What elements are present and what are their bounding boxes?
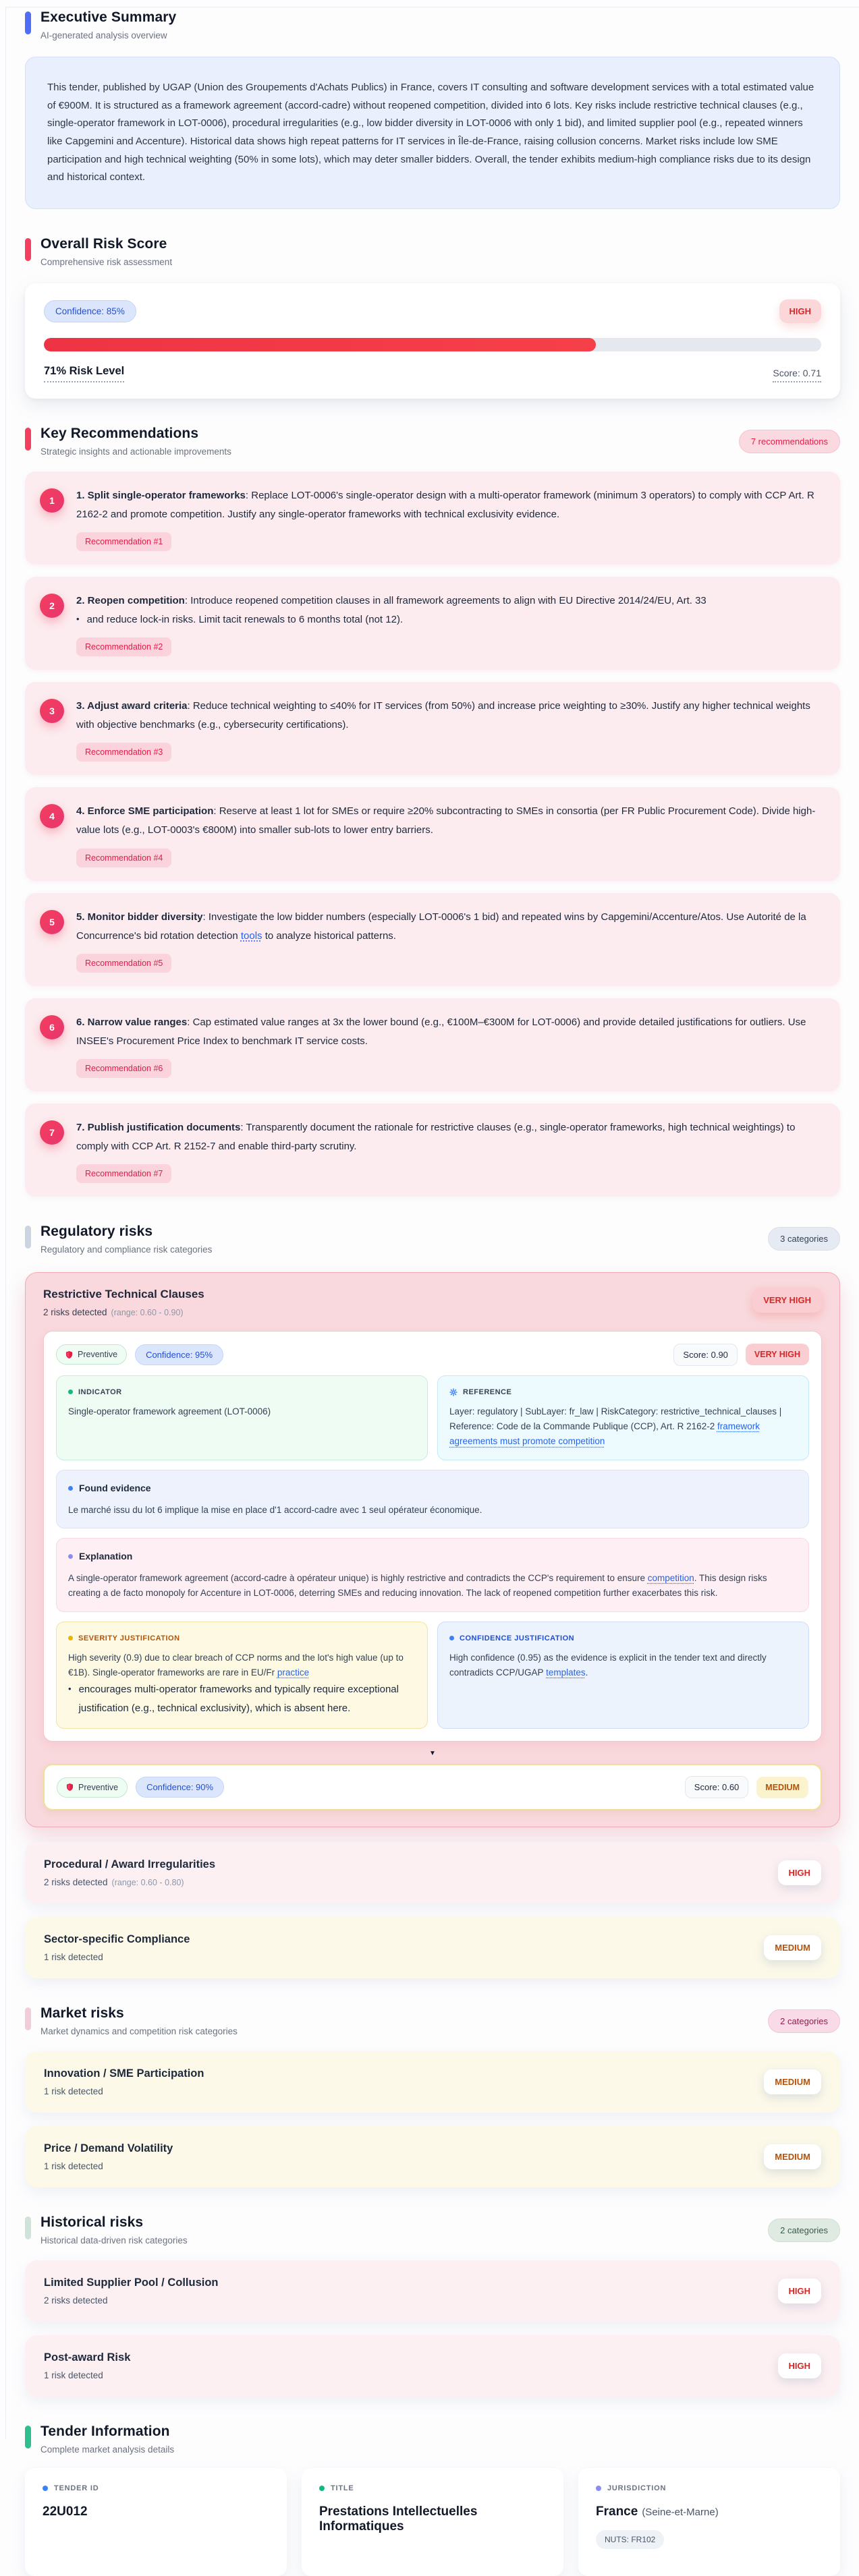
risks-detected-label: 1 risk detected [44,2370,103,2381]
risks-detected-label: 2 risks detected [44,2295,108,2306]
section-title: Regulatory risks [40,1223,153,1239]
explanation-text: A single-operator framework agreement (accord-cadre à opérateur unique) is highly restrictive and contradicts the CCP's requirement to ensure competition. This design risks creating a de facto monopoly for Accenture in LOT-0006, deterring SMEs and reducing innovation. The lack of reopened competition further exacerbates this risk. [68,1573,767,1599]
risk-level-badge: HIGH [778,2353,822,2378]
section-title: Historical risks [40,2214,144,2231]
section-accent-bar [25,238,31,261]
preventive-pill: Preventive [56,1344,127,1365]
evidence-dot-icon [68,1486,73,1491]
risk-category-title: Restrictive Technical Clauses [43,1287,204,1300]
section-subtitle: Complete market analysis details [40,2444,175,2455]
risk-category-title: Price / Demand Volatility [44,2142,173,2155]
recommendation-card [25,787,840,880]
risk-category-card[interactable] [25,1917,840,1978]
risk-category-card[interactable] [25,2260,840,2322]
section-subtitle: Historical data-driven risk categories [40,2235,188,2246]
recommendation-number-badge: 4 [40,804,64,828]
recommendations-header [25,426,840,457]
historical-count-badge: 2 categories [768,2219,840,2242]
collapse-caret-icon[interactable]: ▼ [429,1750,436,1758]
recommendation-index-pill: Recommendation #7 [76,1164,171,1183]
risk-level-badge: HIGH [778,1860,822,1885]
regulatory-risks-section [25,1224,840,1979]
risk-level-badge: MEDIUM [764,2144,821,2169]
risk-range-label: (range: 0.60 - 0.80) [111,1878,184,1888]
section-title: Tender Information [40,2424,170,2440]
section-subtitle: Strategic insights and actionable improvements [40,447,231,457]
explanation-box: Explanation A single-operator framework agreement (accord-cadre à opérateur unique) is highly restrictive and contradicts the CCP's requirement to ensure competition. This design risks creating a de facto monopoly for Accenture in LOT-0006, deterring SMEs and reducing innovation. The lack of reopened competition further exacerbates this risk. [56,1538,809,1612]
historical-category-list [25,2260,840,2397]
tender-info-card [25,2468,287,2576]
recommendation-card [25,998,840,1091]
field-dot-icon [596,2486,601,2491]
recommendation-text: 2. Reopen competition: Introduce reopened competition clauses in all framework agreements to align with EU Directive 2014/24/EU, Art. 33 [76,595,706,607]
risks-detected-label: 2 risks detected [43,1307,107,1317]
recommendation-card [25,1104,840,1197]
severity-bullet: • encourages multi-operator frameworks and typically require exceptional justification (e.g., technical exclusivity), which is absent here. [68,1680,416,1718]
risk-category-title: Limited Supplier Pool / Collusion [44,2277,219,2289]
overall-risk-section [25,236,840,399]
indicator-dot-icon [68,1390,73,1394]
overall-risk-card [25,283,840,399]
executive-summary-text: This tender, published by UGAP (Union des Groupements d'Achats Publics) in France, covers IT consulting and software development services with a total estimated value of €900M. It is structured as a framework agreement (accord-cadre) without reopened competition, divided into 6 lots. Key risks include restrictive technical clauses (e.g., single-operator framework in LOT-0006), procedural irregularities (e.g., low bidder diversity in LOT-0006 with only 1 bid), and limited supplier pool (e.g., repeated winners like Capgemini and Accenture). Historical data shows high repeat patterns for IT services in Île-de-France, raising collusion concerns. Market risks include low SME participation and high technical weighting (50% in some lots), which may deter smaller bidders. Overall, the tender exhibits medium-high compliance risks due to its design and historical context. [25,57,840,209]
recommendations-list [25,471,840,1197]
risks-detected-label: 1 risk detected [44,2161,103,2172]
recommendation-text: 7. Publish justification documents: Transparently document the rationale for restrictive clauses (e.g., single-operator frameworks, high technical weightings) to comply with CCP Art. R 2152-7 and enable third-party scrutiny. [76,1121,796,1152]
field-value-suffix: (Seine-et-Marne) [642,2507,719,2519]
section-subtitle: AI-generated analysis overview [40,30,167,40]
field-label: TENDER ID [54,2484,99,2493]
risks-detected-label: 1 risk detected [44,2086,103,2097]
regulatory-count-badge: 3 categories [768,1227,840,1251]
risk-progress-fill [44,338,596,351]
inline-link[interactable]: practice [277,1667,310,1678]
restrictive-clauses-card[interactable] [25,1272,840,1828]
regulatory-risks-header [25,1224,840,1255]
risk-category-title: Procedural / Award Irregularities [44,1858,216,1871]
risks-detected-label: 1 risk detected [44,1952,103,1963]
tender-info-card [578,2468,840,2576]
recommendation-card [25,893,840,986]
found-evidence-box: Found evidence Le marché issu du lot 6 implique la mise en place d'1 accord-cadre avec 1 seul opérateur économique. [56,1470,809,1528]
confidence-pill: Confidence: 90% [136,1777,224,1798]
field-dot-icon [319,2486,325,2491]
recommendation-text: 5. Monitor bidder diversity: Investigate the low bidder numbers (especially LOT-0006's 1 bid) and repeated wins by Capgemini/Accenture/Atos. Use Autorité de la Concurrence's bid rotation detection tools to analyze historical patterns. [76,911,806,942]
field-value: France [596,2505,638,2519]
risk-category-title: Post-award Risk [44,2351,131,2364]
field-value: Prestations Intellectuelles Informatiques [319,2505,478,2534]
inline-link[interactable]: framework agreements must promote competition [449,1421,760,1447]
risk-level-badge: VERY HIGH [746,1344,809,1365]
recommendations-section [25,426,840,1197]
bullet-icon: • [68,1684,72,1694]
section-accent-bar [25,2426,31,2449]
risk-progress-track [44,338,821,351]
evidence-text: Le marché issu du lot 6 implique la mise en place d'1 accord-cadre avec 1 seul opérateur économique. [68,1504,482,1515]
confidence-dot-icon [449,1636,454,1640]
risks-detected-label: 2 risks detected [44,1877,108,1888]
risk-category-card[interactable] [25,2126,840,2187]
reference-box: REFERENCE Layer: regulatory | SubLayer: fr_law | RiskCategory: restrictive_technical_clauses | Reference: Code de la Commande Publique (CCP), Art. R 2162-2 framework agreements must promote competition [437,1375,809,1460]
section-title: Market risks [40,2005,124,2022]
score-pill: Score: 0.60 [685,1776,749,1798]
recommendation-index-pill: Recommendation #1 [76,532,171,551]
severity-text: High severity (0.9) due to clear breach of CCP norms and the lot's high value (up to €1B). Single-operator frameworks are rare in EU/Fr practice [68,1652,404,1678]
risk-level-badge: MEDIUM [764,1935,821,1960]
indicator-text: Single-operator framework agreement (LOT-0006) [68,1406,271,1416]
confidence-pill: Confidence: 85% [44,300,136,322]
market-risks-header [25,2005,840,2036]
section-subtitle: Comprehensive risk assessment [40,257,173,268]
section-accent-bar [25,11,31,34]
recommendation-text: 6. Narrow value ranges: Cap estimated value ranges at 3x the lower bound (e.g., €100M–€300M for LOT-0006) and provide detailed justifications for outliers. Use INSEE's Procurement Price Index to benchmark IT service costs. [76,1016,806,1047]
risk-level-badge: MEDIUM [756,1777,808,1798]
section-accent-bar [25,2007,31,2030]
section-subtitle: Market dynamics and competition risk categories [40,2026,238,2037]
risk-category-card[interactable] [25,2335,840,2397]
recommendation-number-badge: 6 [40,1015,64,1039]
field-tag-pill: NUTS: FR102 [596,2530,664,2549]
field-dot-icon [43,2486,48,2491]
section-accent-bar [25,2216,31,2239]
inline-link[interactable]: templates [546,1667,586,1678]
field-value: 22U012 [43,2505,88,2519]
recommendation-number-badge: 5 [40,910,64,934]
recommendation-number-badge: 1 [40,488,64,513]
recommendation-index-pill: Recommendation #2 [76,637,171,656]
tender-info-card [302,2468,563,2576]
tender-information-section [25,2424,840,2576]
section-title: Key Recommendations [40,426,199,442]
historical-risks-section [25,2214,840,2397]
recommendations-count-badge: 7 recommendations [739,430,840,453]
recommendation-number-badge: 7 [40,1120,64,1145]
recommendation-text: 1. Split single-operator frameworks: Replace LOT-0006's single-operator design with a multi-operator framework (minimum 3 operators) to comply with CCP Art. R 2162-2 and promote competition. Justify any single-operator frameworks with technical exclusivity evidence. [76,490,814,521]
recommendation-card [25,471,840,565]
field-label: TITLE [331,2484,354,2493]
risk-score-label: Score: 0.71 [773,368,821,382]
section-title: Overall Risk Score [40,236,167,252]
market-risks-section [25,2005,840,2187]
risk-level-badge: HIGH [779,299,822,323]
recommendation-card [25,577,840,670]
explanation-dot-icon [68,1554,73,1559]
recommendation-index-pill: Recommendation #3 [76,743,171,762]
reference-text: Layer: regulatory | SubLayer: fr_law | RiskCategory: restrictive_technical_clauses | Reference: Code de la Commande Publique (CCP), Art. R 2162-2 framework agreements must promote competition [449,1406,782,1447]
executive-summary-header [25,9,840,40]
overall-risk-header [25,236,840,267]
tender-card-list [25,2468,840,2576]
risk-range-label: (range: 0.60 - 0.90) [111,1307,184,1317]
risk-level-badge: MEDIUM [764,2069,821,2094]
recommendation-index-pill: Recommendation #6 [76,1059,171,1078]
recommendation-number-badge: 3 [40,699,64,723]
risk-category-card[interactable] [25,2051,840,2113]
recommendation-index-pill: Recommendation #4 [76,849,171,867]
gear-icon [449,1388,458,1396]
risk-level-badge: VERY HIGH [752,1288,822,1313]
section-subtitle: Regulatory and compliance risk categories [40,1244,213,1255]
frame-left-divider [5,7,6,2439]
score-pill: Score: 0.90 [673,1344,738,1366]
risk-percent-label: 71% Risk Level [44,365,124,382]
shield-icon [65,1350,73,1359]
confidence-pill: Confidence: 95% [135,1344,223,1365]
regulatory-category-list [25,1842,840,1978]
confidence-justification-text: High confidence (0.95) as the evidence is explicit in the tender text and directly contradicts CCP/UGAP templates. [449,1652,767,1678]
inline-link[interactable]: competition [647,1573,694,1584]
recommendation-index-pill: Recommendation #5 [76,954,171,973]
recommendation-number-badge: 2 [40,594,64,618]
risk-category-title: Innovation / SME Participation [44,2067,204,2080]
recommendation-bullet: • and reduce lock-in risks. Limit tacit renewals to 6 months total (not 12). [76,610,823,629]
risk-detail-card [43,1331,822,1742]
inline-link[interactable]: tools [240,929,262,942]
preventive-pill: Preventive [57,1777,128,1798]
indicator-box: INDICATOR Single-operator framework agreement (LOT-0006) [56,1375,428,1460]
executive-summary-section [25,9,840,209]
tender-information-header [25,2424,840,2455]
section-title: Executive Summary [40,9,177,25]
recommendation-card [25,682,840,775]
collapsed-risk-card[interactable] [43,1764,822,1810]
risk-category-title: Sector-specific Compliance [44,1933,190,1946]
section-accent-bar [25,1226,31,1249]
recommendation-text: 4. Enforce SME participation: Reserve at least 1 lot for SMEs or require ≥20% subcontracting to SMEs in consortia (per FR Public Procurement Code). Divide high-value lots (e.g., LOT-0003's €800M) into smaller sub-lots to lower entry barriers. [76,805,816,836]
risk-level-badge: HIGH [778,2279,822,2303]
field-label: JURISDICTION [607,2484,667,2493]
recommendation-text: 3. Adjust award criteria: Reduce technical weighting to ≤40% for IT services (from 50%) and increase price weighting to ≥30%. Justify any higher technical weights with objective benchmarks (e.g., cybersecurity certifications). [76,700,810,731]
confidence-justification-box: CONFIDENCE JUSTIFICATION High confidence (0.95) as the evidence is explicit in the tender text and directly contradicts CCP/UGAP templates. [437,1622,809,1729]
market-category-list [25,2051,840,2187]
risk-category-card[interactable] [25,1842,840,1904]
severity-dot-icon [68,1636,73,1640]
shield-icon [66,1783,74,1792]
bullet-icon: • [76,614,80,625]
market-count-badge: 2 categories [768,2009,840,2033]
historical-risks-header [25,2214,840,2245]
severity-justification-box: SEVERITY JUSTIFICATION High severity (0.9) due to clear breach of CCP norms and the lot's high value (up to €1B). Single-operator frameworks are rare in EU/Fr practice • encourages multi-operator frameworks and typically require exceptional justification (e.g., technical exclusivity), which is absent here. [56,1622,428,1729]
section-accent-bar [25,428,31,451]
